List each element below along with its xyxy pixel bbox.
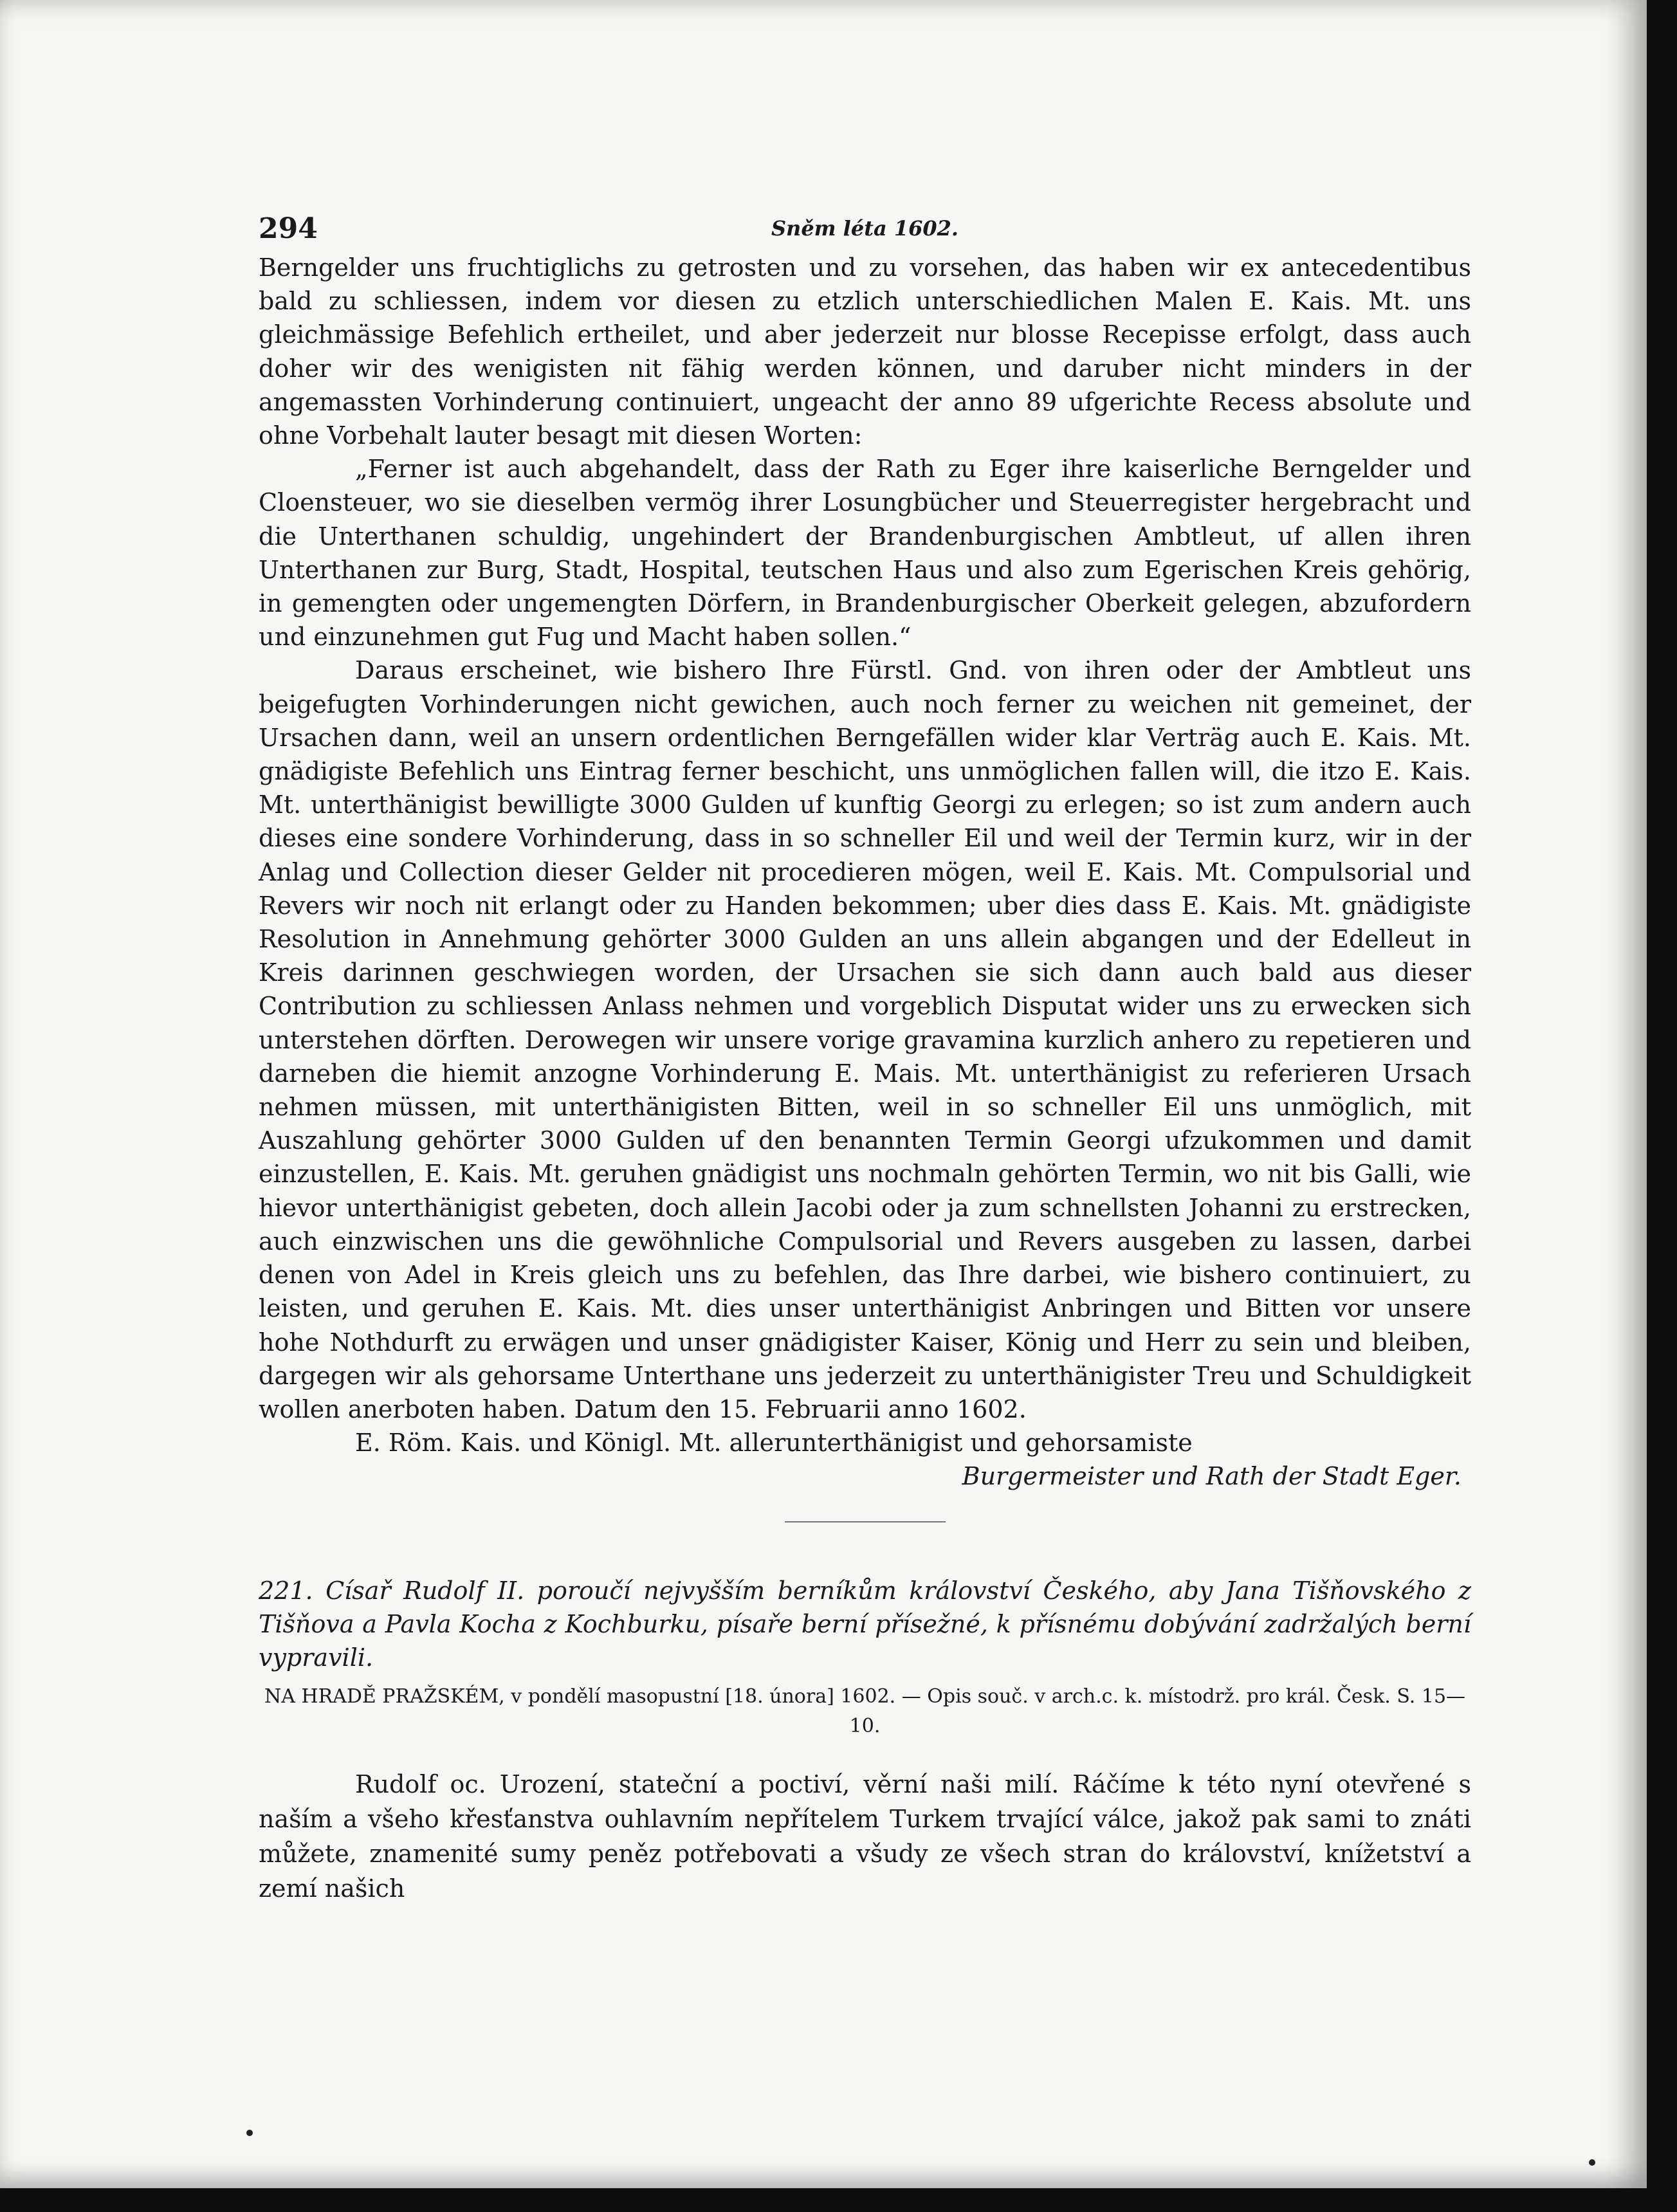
page-number: 294: [259, 212, 318, 245]
signature: Burgermeister und Rath der Stadt Eger.: [962, 1462, 1462, 1491]
salutation: E. Röm. Kais. und Königl. Mt. allerunterthänigist und gehorsamiste: [355, 1429, 1193, 1458]
document-source: NA HRADĚ PRAŽSKÉM, v pondělí masopustní [18. února] 1602. — Opis souč. v arch.c. k. místodrž. pro král. Česk. S. 15—10.: [264, 1685, 1466, 1738]
scan-speck: [246, 2130, 253, 2136]
section-divider: [785, 1521, 946, 1522]
paragraph: „Ferner ist auch abgehandelt, dass der Rath zu Eger ihre kaiserliche Berngelder und Cloensteuer, wo sie dieselben vermög ihrer Losungbücher und Steuerregister hergebracht und die Unterthanen schuldig, ungehindert der Brandenburgischen Ambtleut, uf allen ihren Unterthanen zur Burg, Stadt, Hospital, teutschen Haus und also zum Egerischen Kreis gehörig, in gemengten oder ungemengten Dörfern, in Brandenburgischer Oberkeit gelegen, abzufordern und einzunehmen gut Fug und Macht haben sollen.“: [259, 455, 1471, 652]
page-content: [259, 193, 1471, 1906]
german-letter: [259, 251, 1471, 1426]
paragraph: Rudolf oc. Urození, stateční a poctiví, věrní naši milí. Ráčíme k této nyní otevřené s naším a všeho křesťanstva ouhlavním nepřítelem Turkem trvající válce, jakož pak sami to znáti můžete, znamenité sumy peněz potřebovati a všudy ze všech stran do království, knížetství a zemí našich: [259, 1770, 1471, 1903]
scan-speck: [1589, 2159, 1595, 2166]
running-title: Sněm léta 1602.: [771, 216, 959, 241]
czech-document: [259, 1767, 1471, 1906]
paragraph: Daraus erscheinet, wie bishero Ihre Fürstl. Gnd. von ihren oder der Ambtleut uns beigefugten Vorhinderungen nicht gewichen, auch noch ferner zu weichen nit gemeinet, der Ursachen dann, weil an unsern ordentlichen Berngefällen wider klar Verträg auch E. Kais. Mt. gnädigiste Befehlich uns Eintrag ferner beschicht, uns unmöglichen fallen will, die itzo E. Kais. Mt. unterthänigist bewilligte 3000 Gulden uf kunftig Georgi zu erlegen; so ist zum andern auch dieses eine sondere Vorhinderung, dass in so schneller Eil und weil der Termin kurz, wir in der Anlag und Collection dieser Gelder nit procedieren mögen, weil E. Kais. Mt. Compulsorial und Revers wir noch nit erlangt oder zu Handen bekommen; uber dies dass E. Kais. Mt. gnädigiste Resolution in Annehmung gehörter 3000 Gulden an uns allein abgangen und der Edelleut in Kreis darinnen geschwiegen worden, der Ursachen sie sich dann auch bald aus dieser Contribution zu schliessen Anlass nehmen und vorgeblich Disputat wider uns zu erwecken sich unterstehen dörften. Derowegen wir unsere vorige gravamina kurzlich anhero zu repetieren und darneben die hiemit anzogne Vorhinderung E. Mais. Mt. unterthänigist zu referieren Ursach nehmen müssen, mit unterthänigisten Bitten, weil in so schneller Eil uns unmöglich, mit Auszahlung gehörter 3000 Gulden uf den benannten Termin Georgi ufzukommen und damit einzustellen, E. Kais. Mt. geruhen gnädigist uns nochmaln gehörten Termin, wo nit bis Galli, wie hievor unterthänigist gebeten, doch allein Jacobi oder ja zum schnellsten Johanni zu erstrecken, auch einzwischen uns die gewöhnliche Compulsorial und Revers ausgeben zu lassen, darbei denen von Adel in Kreis gleich uns zu befehlen, das Ihre darbei, wie bishero continuiert, zu leisten, und geruhen E. Kais. Mt. dies unser unterthänigist Anbringen und Bitten vor unsere hohe Nothdurft zu erwägen und unser gnädigister Kaiser, König und Herr zu sein und bleiben, dargegen wir als gehorsame Unterthane uns jederzeit zu unterthänigister Treu und Schuldigkeit wollen anerboten haben. Datum den 15. Februarii anno 1602.: [259, 656, 1471, 1423]
document-title: 221. Císař Rudolf II. poroučí nejvyšším berníkům království Českého, aby Jana Tišňovského z Tišňova a Pavla Kocha z Kochburku, písaře berní přísežné, k přísnému dobývání zadržalých berní vypravili.: [259, 1577, 1471, 1672]
paragraph: Berngelder uns fruchtiglichs zu getrosten und zu vorsehen, das haben wir ex antecedentibus bald zu schliessen, indem vor diesen zu etzlich unterschiedlichen Malen E. Kais. Mt. uns gleichmässige Befehlich ertheilet, und aber jederzeit nur blosse Recepisse erfolgt, dass auch doher wir des wenigisten nit fähig werden können, und daruber nicht minders in der angemassten Vorhinderung continuiert, ungeacht der anno 89 ufgerichte Recess absolute und ohne Vorbehalt lauter besagt mit diesen Worten:: [259, 253, 1471, 450]
page-header: [259, 193, 1471, 251]
